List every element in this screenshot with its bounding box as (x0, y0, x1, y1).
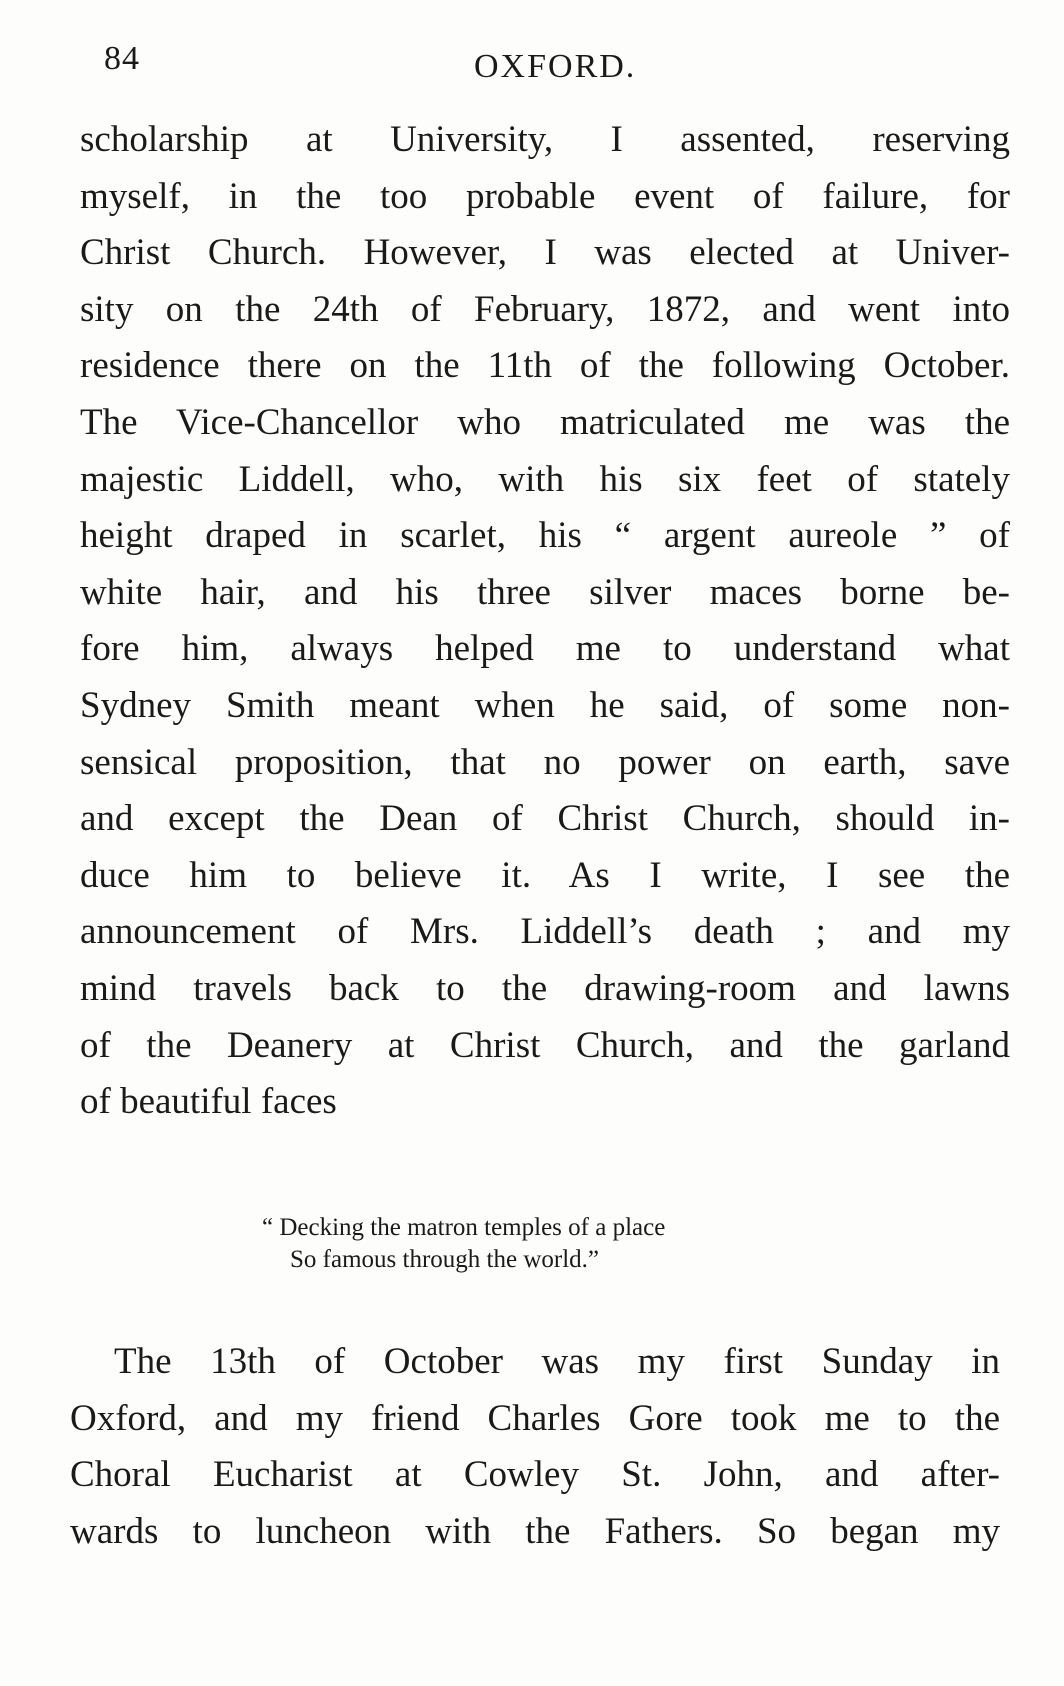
text-line: wards to luncheon with the Fathers. So began my (70, 1510, 1000, 1552)
text-line: of the Deanery at Christ Church, and the garland (80, 1024, 1010, 1066)
paragraph-1 (80, 112, 1010, 1131)
block-quotation (262, 1212, 862, 1276)
running-head (100, 40, 980, 90)
quote-line: So famous through the world.” (290, 1246, 599, 1273)
text-line: Christ Church. However, I was elected at Univer- (80, 232, 1010, 274)
text-line: myself, in the too probable event of failure, for (80, 175, 1010, 217)
text-line: duce him to believe it. As I write, I see the (80, 854, 1010, 896)
text-line: Oxford, and my friend Charles Gore took me to the (70, 1397, 1000, 1439)
text-line: fore him, always helped me to understand what (80, 628, 1010, 670)
text-line: The Vice-Chancellor who matriculated me was the (80, 401, 1010, 443)
text-line: height draped in scarlet, his “ argent aureole ” of (80, 515, 1010, 557)
text-line: of beautiful faces (80, 1081, 337, 1123)
paragraph-2 (70, 1334, 1000, 1560)
text-line: The 13th of October was my first Sunday in (114, 1341, 1000, 1382)
running-title: OXFORD. (474, 48, 637, 85)
quote-line: “ Decking the matron temples of a place (262, 1214, 666, 1241)
text-line: sity on the 24th of February, 1872, and went into (80, 288, 1010, 330)
text-line: mind travels back to the drawing-room and lawns (80, 967, 1010, 1009)
text-line: scholarship at University, I assented, reserving (80, 119, 1010, 160)
text-line: white hair, and his three silver maces borne be- (80, 571, 1010, 613)
text-line: announcement of Mrs. Liddell’s death ; and my (80, 911, 1010, 953)
text-line: Choral Eucharist at Cowley St. John, and after- (70, 1454, 1000, 1496)
text-line: majestic Liddell, who, with his six feet of stately (80, 458, 1010, 500)
text-line: and except the Dean of Christ Church, should in- (80, 798, 1010, 840)
text-line: Sydney Smith meant when he said, of some non- (80, 684, 1010, 726)
text-line: sensical proposition, that no power on earth, save (80, 741, 1010, 783)
text-line: residence there on the 11th of the following October. (80, 345, 1010, 387)
page-number: 84 (104, 40, 140, 77)
